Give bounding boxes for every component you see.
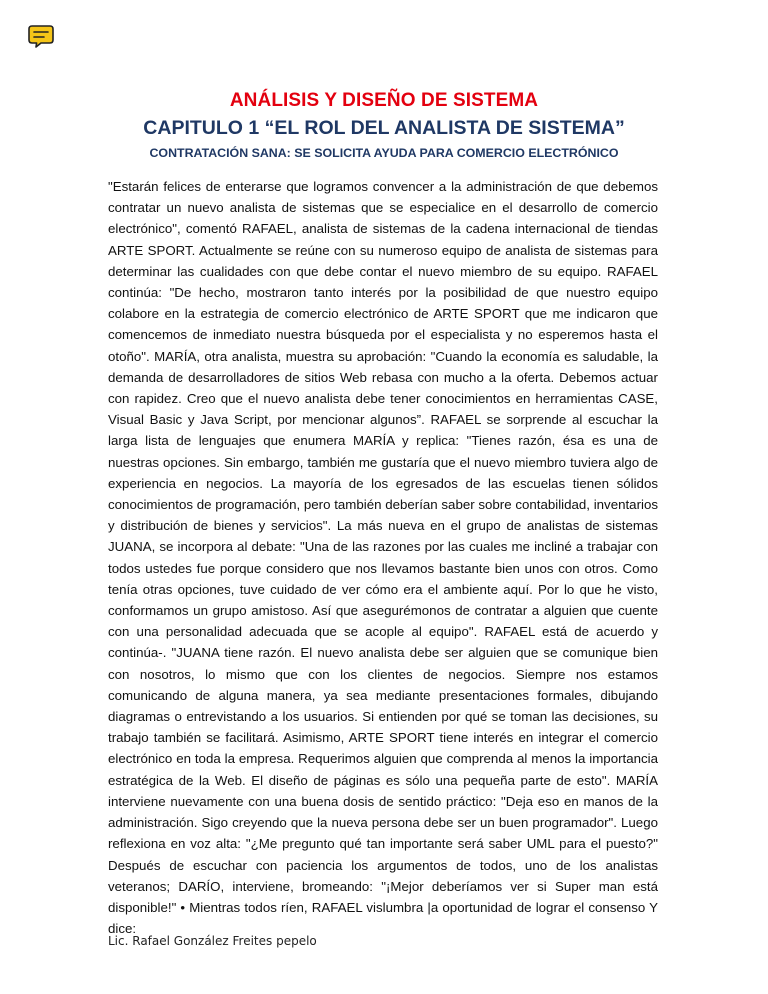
body-paragraph: "Estarán felices de enterarse que logramos convencer a la administración de que debemos contratar un nuevo analista de sistemas que se especialice en el desarrollo de comercio electrónico", comentó RAFAEL, analista de sistemas de la cadena internacional de tiendas ARTE SPORT. Actualmente se reúne con su numeroso equipo de analista de sistemas para determinar las cualidades con que debe contar el nuevo miembro de su equipo. RAFAEL continúa: "De hecho, mostraron tanto interés por la posibilidad de que nuestro equipo colabore en la estrategia de comercio electrónico de ARTE SPORT que me indicaron que comencemos de inmediato nuestra búsqueda por el especialista y no esperemos hasta el otoño". MARÍA, otra analista, muestra su aprobación: "Cuando la economía es saludable, la demanda de desarrolladores de sitios Web rebasa con mucho a la oferta. Debemos actuar con rapidez. Creo que el nuevo analista debe tener conocimientos en herramientas CASE, Visual Basic y Java Script, por mencionar algunos”. RAFAEL se sorprende al escuchar la larga lista de lenguajes que enumera MARÍA y replica: "Tienes razón, ésa es una de nuestras opciones. Sin embargo, también me gustaría que el nuevo miembro tuviera algo de experiencia en negocios. La mayoría de los egresados de las escuelas tienen sólidos conocimientos de programación, pero también deberían saber sobre contabilidad, inventarios y distribución de bienes y servicios". La más nueva en el grupo de analistas de sistemas JUANA, se incorpora al debate: "Una de las razones por las cuales me incliné a trabajar con todos ustedes fue porque considero que nos llevamos bastante bien unos con otros. Como tenía otras opciones, tuve cuidado de ver cómo era el ambiente aquí. Por lo que he visto, conformamos un grupo amistoso. Así que asegurémonos de contratar a alguien que cuente con una personalidad adecuada que se acople al equipo". RAFAEL está de acuerdo y continúa-. "JUANA tiene razón. El nuevo analista debe ser alguien que se comunique bien con nosotros, lo mismo que con los clientes de negocios. Siempre nos estamos comunicando de alguna manera, ya sea mediante presentaciones formales, dibujando diagramas o entrevistando a los usuarios. Si entienden por qué se toman las decisiones, su trabajo también se facilitará. Asimismo, ARTE SPORT tiene interés en integrar el comercio electrónico en toda la empresa. Requerimos alguien que comprenda al menos la importancia estratégica de la Web. El diseño de páginas es sólo una pequeña parte de esto". MARÍA interviene nuevamente con una buena dosis de sentido práctico: "Deja eso en manos de la administración. Sigo creyendo que la nueva persona debe ser un buen programador". Luego reflexiona en voz alta: "¿Me pregunto qué tan importante será saber UML para el puesto?" Después de escuchar con paciencia los argumentos de todos, uno de los analistas veteranos; DARÍO, interviene, bromeando: "¡Mejor deberíamos ver si Super man está disponible!" • Mientras todos ríen, RAFAEL vislumbra |a oportunidad de lograr el consenso Y dice: <box>108 179 658 937</box>
comment-button[interactable] <box>28 23 54 49</box>
comment-icon <box>28 23 54 49</box>
footer-author: Lic. Rafael González Freites pepelo <box>108 934 317 948</box>
document-title: ANÁLISIS Y DISEÑO DE SISTEMA <box>229 90 539 111</box>
case-title: CONTRATACIÓN SANA: SE SOLICITA AYUDA PARA COMERCIO ELECTRÓNICO <box>149 146 619 160</box>
chapter-title: CAPITULO 1 “EL ROL DEL ANALISTA DE SISTEMA” <box>143 117 625 139</box>
